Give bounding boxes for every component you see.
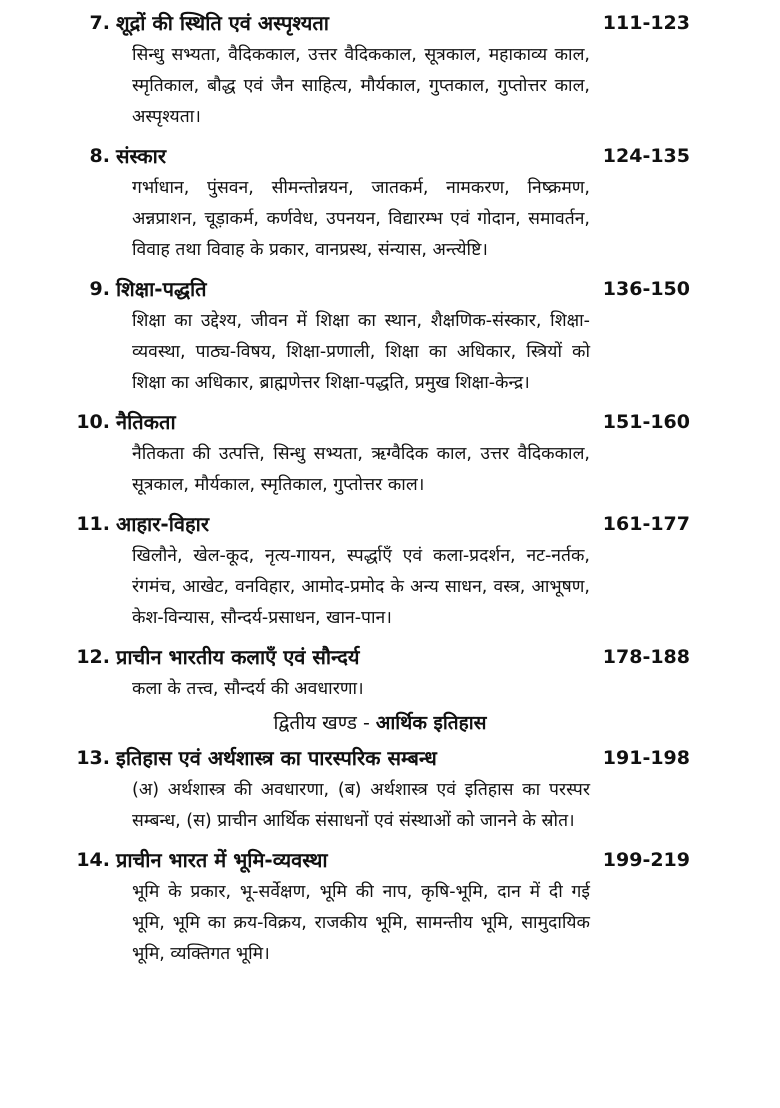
- toc-entry: [0, 272, 780, 399]
- section-title: आर्थिक इतिहास: [375, 712, 487, 734]
- chapter-topics: भूमि के प्रकार, भू-सर्वेक्षण, भूमि की नाप, कृषि-भूमि, दान में दी गई भूमि, भूमि का क्रय-विक्रय, राजकीय भूमि, सामन्तीय भूमि, सामुदायिक भूमि, व्यक्तिगत भूमि।: [132, 882, 590, 964]
- chapter-topics: खिलौने, खेल-कूद, नृत्य-गायन, स्पर्द्धाएँ एवं कला-प्रदर्शन, नट-नर्तक, रंगमंच, आखेट, वनविहार, आमोद-प्रमोद के अन्य साधन, वस्त्र, आभूषण, केश-विन्यास, सौन्दर्य-प्रसाधन, खान-पान।: [132, 546, 590, 628]
- section-prefix: द्वितीय खण्ड -: [273, 712, 376, 734]
- chapter-topics: (अ) अर्थशास्त्र की अवधारणा, (ब) अर्थशास्त्र एवं इतिहास का परस्पर सम्बन्ध, (स) प्राचीन आर्थिक संसाधनों एवं संस्थाओं को जानने के स्रोत।: [132, 780, 590, 831]
- toc-entry: [0, 139, 780, 266]
- page-range: 136-150: [602, 278, 690, 300]
- toc-entry: [0, 843, 780, 970]
- toc-entry-heading: [0, 405, 780, 439]
- toc-entry: [0, 6, 780, 133]
- chapter-topics: शिक्षा का उद्देश्य, जीवन में शिक्षा का स्थान, शैक्षणिक-संस्कार, शिक्षा-व्यवस्था, पाठ्य-विषय, शिक्षा-प्रणाली, शिक्षा का अधिकार, स्त्रियों को शिक्षा का अधिकार, ब्राह्मणेत्तर शिक्षा-पद्धति, प्रमुख शिक्षा-केन्द्र।: [132, 311, 590, 393]
- chapter-title: इतिहास एवं अर्थशास्त्र का पारस्परिक सम्बन्ध: [116, 746, 437, 770]
- page-range: 191-198: [602, 747, 690, 769]
- chapter-title: आहार-विहार: [116, 512, 210, 536]
- chapter-title: प्राचीन भारत में भूमि-व्यवस्था: [116, 848, 328, 872]
- chapter-number: 14.: [76, 849, 110, 871]
- chapter-title: प्राचीन भारतीय कलाएँ एवं सौन्दर्य: [116, 645, 360, 669]
- chapter-number: 9.: [89, 278, 110, 300]
- chapter-topics: गर्भाधान, पुंसवन, सीमन्तोन्नयन, जातकर्म, नामकरण, निष्क्रमण, अन्नप्राशन, चूड़ाकर्म, कर्णवेध, उपनयन, विद्यारम्भ एवं गोदान, समावर्तन, विवाह तथा विवाह के प्रकार, वानप्रस्थ, संन्यास, अन्त्येष्टि।: [132, 178, 590, 260]
- chapter-number: 12.: [76, 646, 110, 668]
- section-heading: [60, 705, 700, 741]
- chapter-topics: नैतिकता की उत्पत्ति, सिन्धु सभ्यता, ऋग्वैदिक काल, उत्तर वैदिककाल, सूत्रकाल, मौर्यकाल, स्मृतिकाल, गुप्तोत्तर काल।: [132, 444, 590, 495]
- page-range: 178-188: [602, 646, 690, 668]
- toc-entry-heading: [0, 640, 780, 674]
- toc-entry-heading: [0, 139, 780, 173]
- chapter-topics: सिन्धु सभ्यता, वैदिककाल, उत्तर वैदिककाल, सूत्रकाल, महाकाव्य काल, स्मृतिकाल, बौद्ध एवं जैन साहित्य, मौर्यकाल, गुप्तकाल, गुप्तोत्तर काल, अस्पृश्यता।: [132, 45, 590, 127]
- toc-entry-heading: [0, 6, 780, 40]
- chapter-number: 13.: [76, 747, 110, 769]
- page-range: 199-219: [602, 849, 690, 871]
- chapter-topics: कला के तत्त्व, सौन्दर्य की अवधारणा।: [132, 679, 364, 699]
- chapter-number: 7.: [89, 12, 110, 34]
- toc-entry-heading: [0, 741, 780, 775]
- toc-entry-heading: [0, 843, 780, 877]
- page-range: 111-123: [602, 12, 690, 34]
- chapter-title: नैतिकता: [116, 410, 176, 434]
- chapter-title: संस्कार: [116, 144, 167, 168]
- chapter-number: 11.: [76, 513, 110, 535]
- chapter-title: शिक्षा-पद्धति: [116, 277, 207, 301]
- chapter-title: शूद्रों की स्थिति एवं अस्पृश्यता: [116, 11, 329, 35]
- toc-entry-heading: [0, 507, 780, 541]
- chapter-number: 8.: [89, 145, 110, 167]
- page-range: 161-177: [602, 513, 690, 535]
- toc-entry: [0, 507, 780, 634]
- chapter-number: 10.: [76, 411, 110, 433]
- toc-entry: [0, 640, 780, 705]
- page-range: 124-135: [602, 145, 690, 167]
- page-range: 151-160: [602, 411, 690, 433]
- toc-entry: [0, 741, 780, 837]
- toc-entry: [0, 405, 780, 501]
- toc-entry-heading: [0, 272, 780, 306]
